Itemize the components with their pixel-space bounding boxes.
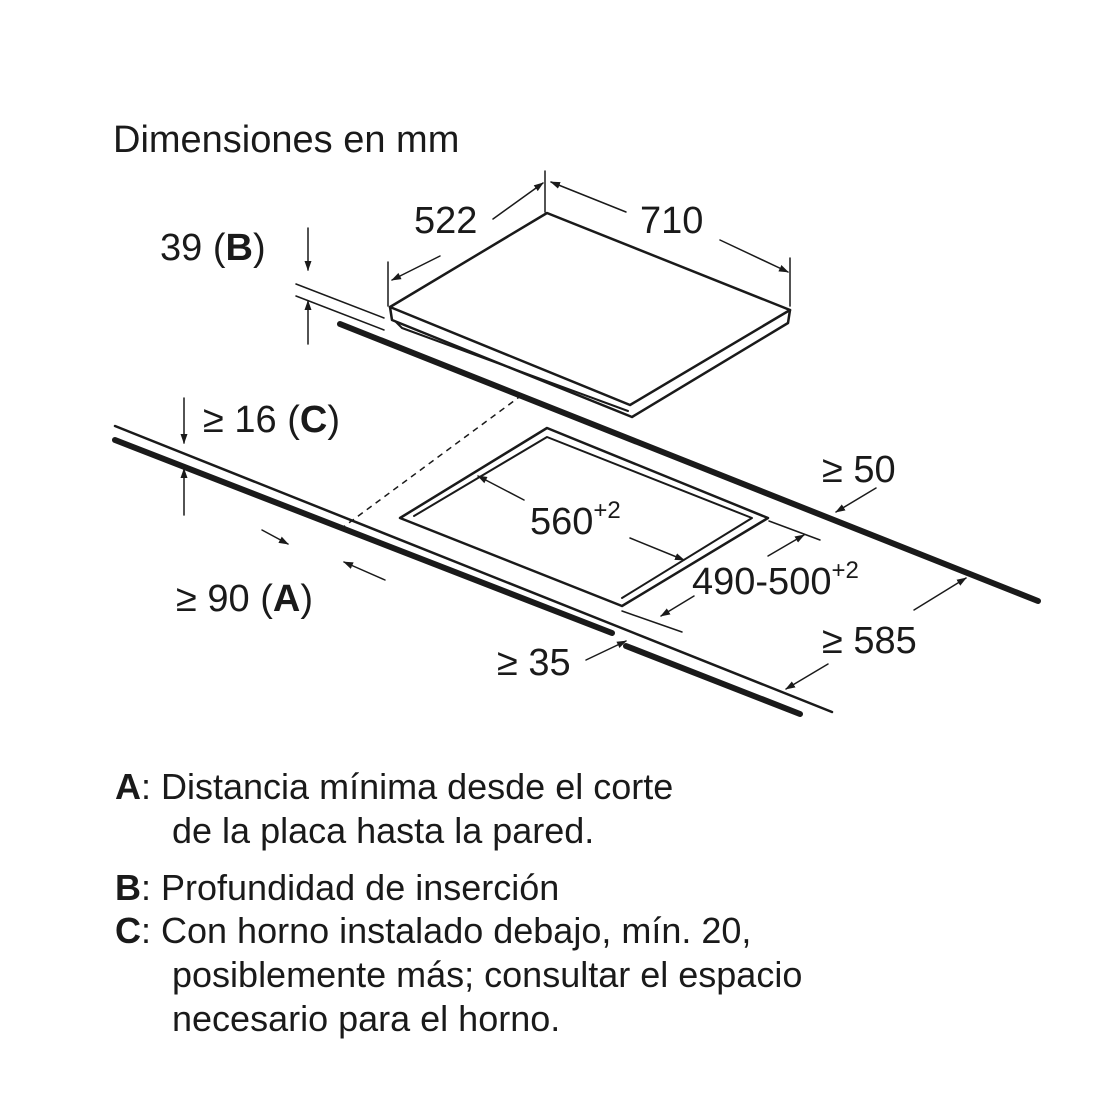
legend-c-line-1: C: Con horno instalado debajo, mín. 20, [115, 910, 752, 951]
legend-a-line-2: de la placa hasta la pared. [172, 810, 595, 851]
dimension-560-label: $560^{+2}$ [530, 497, 621, 543]
legend-a-line-1: A: Distancia mínima desde el corte [115, 766, 674, 807]
dimension-35-label: ≥ 35 [497, 642, 571, 684]
dimension-710-label: 710 [640, 200, 704, 242]
dimension-16-label: ≥ 16 (C) [203, 399, 341, 441]
legend-c-line-3: necesario para el horno. [172, 998, 561, 1039]
hob-panel [390, 213, 790, 417]
diagram-title: Dimensiones en mm [113, 119, 460, 161]
dimension-90-label: ≥ 90 (A) [176, 578, 314, 620]
worktop-back-edge [340, 324, 1038, 601]
legend-b-line-1: B: Profundidad de inserción [115, 867, 560, 908]
legend [115, 766, 802, 1039]
dimension-522-label: 522 [414, 200, 478, 242]
legend-c-line-2: posiblemente más; consultar el espacio [172, 954, 803, 995]
dimension-39-label: 39 (B) [160, 227, 266, 269]
alignment-dashed-line [342, 395, 522, 528]
dimension-50-label: ≥ 50 [822, 449, 896, 491]
dimension-490-500-label: $490-500^{+2}$ [692, 557, 859, 603]
dimension-585-label: ≥ 585 [822, 620, 917, 662]
